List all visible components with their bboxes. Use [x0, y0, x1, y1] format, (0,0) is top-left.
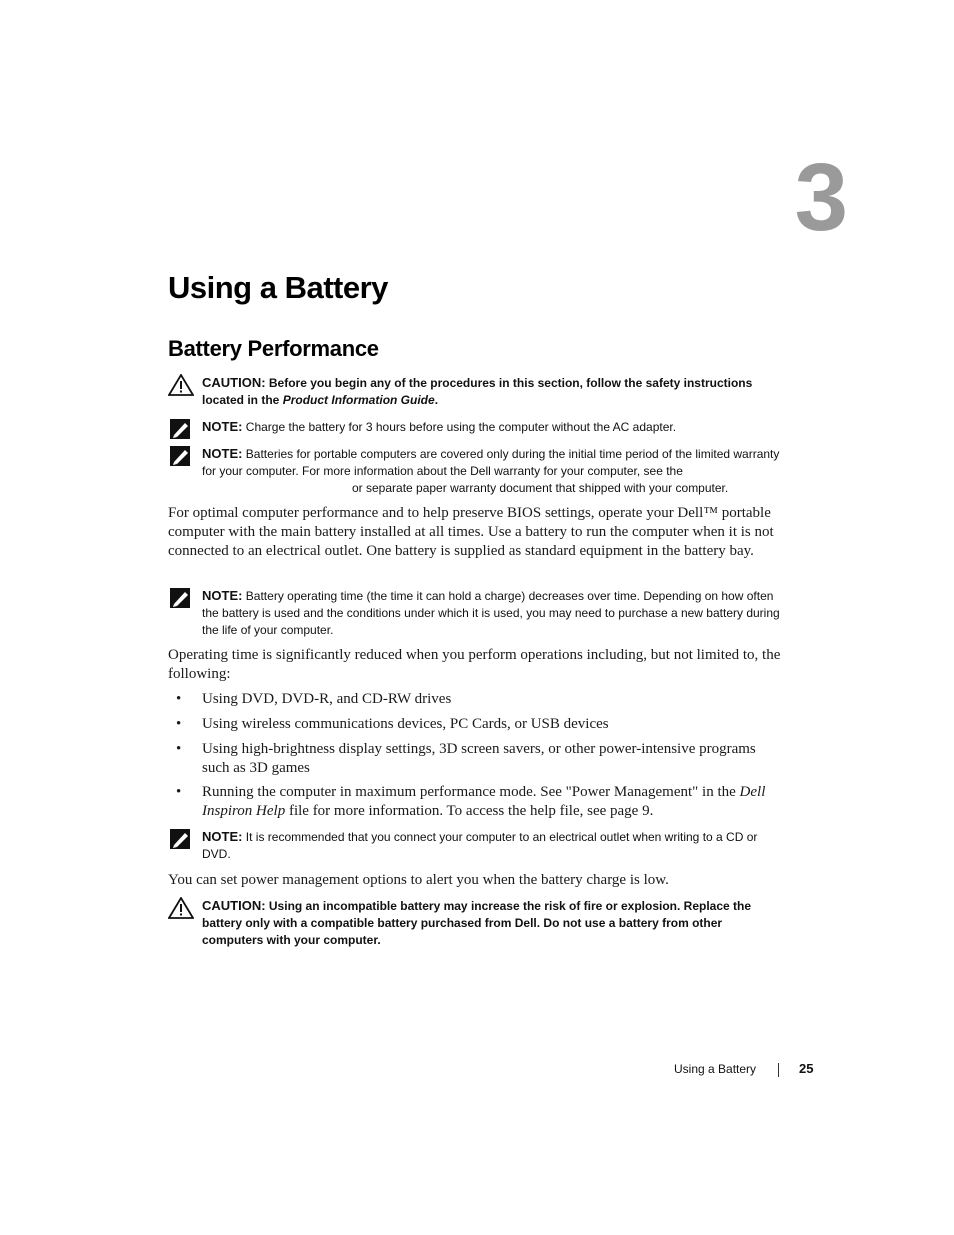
bullet-icon: •	[176, 716, 182, 732]
note-pencil-icon	[168, 587, 194, 609]
note-pencil-icon	[168, 828, 194, 850]
footer-divider	[778, 1063, 779, 1077]
note-label: NOTE:	[202, 446, 243, 461]
note-text-continued: or separate paper warranty document that shipped with your computer.	[352, 481, 729, 495]
note-pencil-icon	[168, 418, 194, 440]
list-item	[168, 740, 786, 778]
caution-notice	[168, 897, 784, 949]
note-notice	[168, 587, 784, 639]
section-title: Battery Performance	[168, 336, 379, 361]
note-pencil-icon	[168, 445, 194, 467]
note-text: Battery operating time (the time it can hold a charge) decreases over time. Depending on how often the battery is used and the conditions under which it is used, you may need to purchase a new battery during the life of your computer.	[202, 589, 780, 637]
body-paragraph: Operating time is significantly reduced when you perform operations including, but not limited to, the following:	[168, 647, 781, 682]
note-text: It is recommended that you connect your computer to an electrical outlet when writing to a CD or DVD.	[202, 830, 758, 861]
list-item	[168, 783, 786, 821]
caution-text: Using an incompatible battery may increase the risk of fire or explosion. Replace the battery only with a compatible battery purchased from Dell. Do not use a battery from other computers with your computer.	[202, 899, 752, 947]
bullet-icon: •	[176, 741, 182, 757]
warning-triangle-icon	[168, 374, 194, 396]
body-paragraph: You can set power management options to alert you when the battery charge is low.	[168, 872, 669, 888]
note-notice	[168, 445, 784, 497]
list-item-text: Using high-brightness display settings, 3D screen savers, or other power-intensive programs such as 3D games	[202, 741, 756, 776]
caution-label: CAUTION:	[202, 898, 266, 913]
body-paragraph: For optimal computer performance and to help preserve BIOS settings, operate your Dell™ portable computer with the main battery installed at all times. Use a battery to run the computer when it is not connected to an electrical outlet. One battery is supplied as standard equipment in the battery bay.	[168, 505, 774, 559]
warning-triangle-icon	[168, 897, 194, 919]
note-label: NOTE:	[202, 588, 243, 603]
page-number: 25	[799, 1061, 814, 1076]
help-file-title: Dell Inspiron Help	[202, 784, 766, 819]
footer-chapter-title: Using a Battery	[674, 1062, 757, 1076]
caution-text-end: .	[434, 393, 439, 407]
list-item-text-start: Running the computer in maximum performance mode. See "Power Management" in the	[202, 784, 736, 800]
bullet-icon: •	[176, 691, 182, 707]
note-text: Batteries for portable computers are covered only during the initial time period of the limited warranty for your computer. For more information about the Dell warranty for your computer, see the	[202, 447, 780, 478]
caution-notice	[168, 374, 784, 409]
caution-label: CAUTION:	[202, 375, 266, 390]
list-item-text-end: file for more information. To access the help file, see page 9.	[288, 803, 654, 819]
list-item	[168, 690, 786, 709]
note-notice	[168, 418, 784, 436]
caution-guide-title: Product Information Guide	[282, 393, 435, 407]
list-item-text	[202, 783, 786, 821]
list-item	[168, 715, 786, 734]
list-item-text: Using wireless communications devices, PC Cards, or USB devices	[202, 716, 609, 732]
chapter-title: Using a Battery	[168, 270, 388, 305]
note-notice	[168, 828, 784, 863]
list-item-text: Using DVD, DVD-R, and CD-RW drives	[202, 691, 452, 707]
chapter-number: 3	[794, 144, 846, 251]
note-label: NOTE:	[202, 829, 243, 844]
caution-text: Before you begin any of the procedures in this section, follow the safety instructions located in the	[202, 376, 753, 407]
note-label: NOTE:	[202, 419, 243, 434]
bullet-icon: •	[176, 784, 182, 800]
note-text: Charge the battery for 3 hours before using the computer without the AC adapter.	[245, 420, 677, 434]
